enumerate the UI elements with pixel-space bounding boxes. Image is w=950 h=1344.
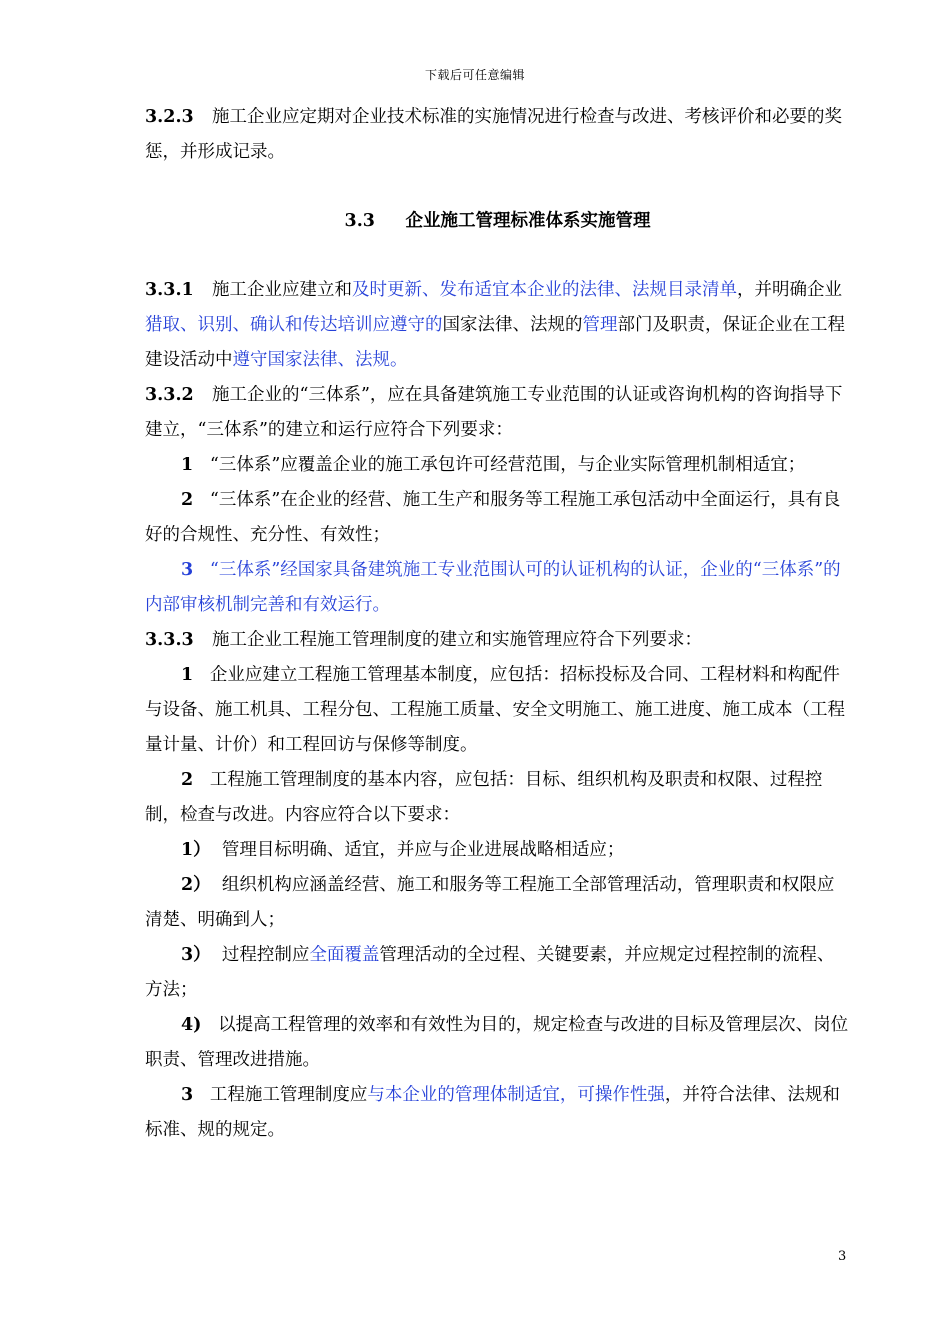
item-number: 1 (181, 665, 194, 685)
sub-item (145, 868, 850, 938)
highlighted-text: 遵守国家法律、法规。 (232, 350, 408, 370)
list-item (145, 658, 850, 763)
item-text: ，并符合法律、法规和标准、规的规定。 (145, 1085, 840, 1140)
sub-item-number: 3） (181, 945, 211, 965)
sub-item (145, 938, 850, 1008)
item-text: “三体系”在企业的经营、施工生产和服务等工程施工承包活动中全面运行，具有良好的合规性、充分性、有效性； (145, 490, 841, 545)
clause-text: 部门及职责，保证企业在工程建设活动中 (145, 315, 845, 370)
highlighted-text: 与本企业的管理体制适宜，可操作性强 (367, 1085, 665, 1105)
item-text: “三体系”经国家具备建筑施工专业范围认可的认证机构的认证，企业的“三体系”的内部审核机制完善和有效运行。 (145, 560, 841, 615)
item-text: 工程施工管理制度的基本内容，应包括：目标、组织机构及职责和权限、过程控制，检查与改进。内容应符合以下要求： (145, 770, 823, 825)
clause-3-3-2 (145, 378, 850, 448)
clause-text: 国家法律、法规的 (442, 315, 583, 335)
sub-item-number: 2） (181, 875, 211, 895)
clause-3-3-3 (145, 623, 850, 658)
list-item (145, 483, 850, 553)
item-text: 企业应建立工程施工管理基本制度，应包括：招标投标及合同、工程材料和构配件与设备、施工机具、工程分包、工程施工质量、安全文明施工、施工进度、施工成本（工程量计量、计价）和工程回访与保修等制度。 (145, 665, 845, 755)
sub-item-number: 4) (181, 1015, 202, 1035)
item-number: 2 (181, 490, 194, 510)
sub-item-text: 以提高工程管理的效率和有效性为目的，规定检查与改进的目标及管理层次、岗位职责、管理改进措施。 (145, 1015, 849, 1070)
clause-text: 施工企业工程施工管理制度的建立和实施管理应符合下列要求： (212, 630, 702, 650)
clause-number: 3.3.2 (145, 385, 194, 405)
sub-item (145, 1008, 850, 1078)
highlighted-text: 管理 (582, 315, 618, 335)
list-item-highlighted (145, 553, 850, 623)
sub-item-text: 管理活动的全过程、关键要素，并应规定过程控制的流程、方法； (145, 945, 835, 1000)
heading-number: 3.3 (344, 211, 375, 231)
page-header: 下载后可任意编辑 (424, 68, 525, 82)
sub-item-text: 管理目标明确、适宜，并应与企业进展战略相适应； (221, 840, 625, 860)
heading-title: 企业施工管理标准体系实施管理 (405, 211, 651, 231)
clause-text: ，并明确企业 (737, 280, 842, 300)
highlighted-text: 全面覆盖 (309, 945, 380, 965)
sub-item-text: 过程控制应 (221, 945, 310, 965)
item-number: 3 (181, 560, 194, 580)
item-number: 3 (181, 1085, 194, 1105)
item-text: “三体系”应覆盖企业的施工承包许可经营范围，与企业实际管理机制相适宜； (209, 455, 806, 475)
clause-number: 3.2.3 (145, 107, 194, 127)
section-heading-3-3 (145, 204, 850, 239)
clause-number: 3.3.1 (145, 280, 194, 300)
highlighted-text: 猎取、识别、确认和传达培训应遵守的 (145, 315, 443, 335)
clause-3-2-3 (145, 100, 850, 170)
list-item (145, 1078, 850, 1148)
item-number: 2 (181, 770, 194, 790)
clause-number: 3.3.3 (145, 630, 194, 650)
highlighted-text: 及时更新、发布适宜本企业的法律、法规目录清单 (352, 280, 737, 300)
page-number: 3 (838, 1249, 847, 1264)
item-text: 工程施工管理制度应 (209, 1085, 368, 1105)
document-body (145, 100, 850, 1148)
clause-text: 施工企业应建立和 (212, 280, 352, 300)
sub-item-text: 组织机构应涵盖经营、施工和服务等工程施工全部管理活动，管理职责和权限应清楚、明确到人； (145, 875, 835, 930)
item-number: 1 (181, 455, 194, 475)
list-item (145, 448, 850, 483)
clause-text: 施工企业应定期对企业技术标准的实施情况进行检查与改进、考核评价和必要的奖惩，并形成记录。 (145, 107, 842, 162)
list-item (145, 763, 850, 833)
clause-text: 施工企业的“三体系”，应在具备建筑施工专业范围的认证或咨询机构的咨询指导下建立，“三体系”的建立和运行应符合下列要求： (145, 385, 843, 440)
clause-3-3-1 (145, 273, 850, 378)
sub-item-number: 1） (181, 840, 211, 860)
sub-item (145, 833, 850, 868)
